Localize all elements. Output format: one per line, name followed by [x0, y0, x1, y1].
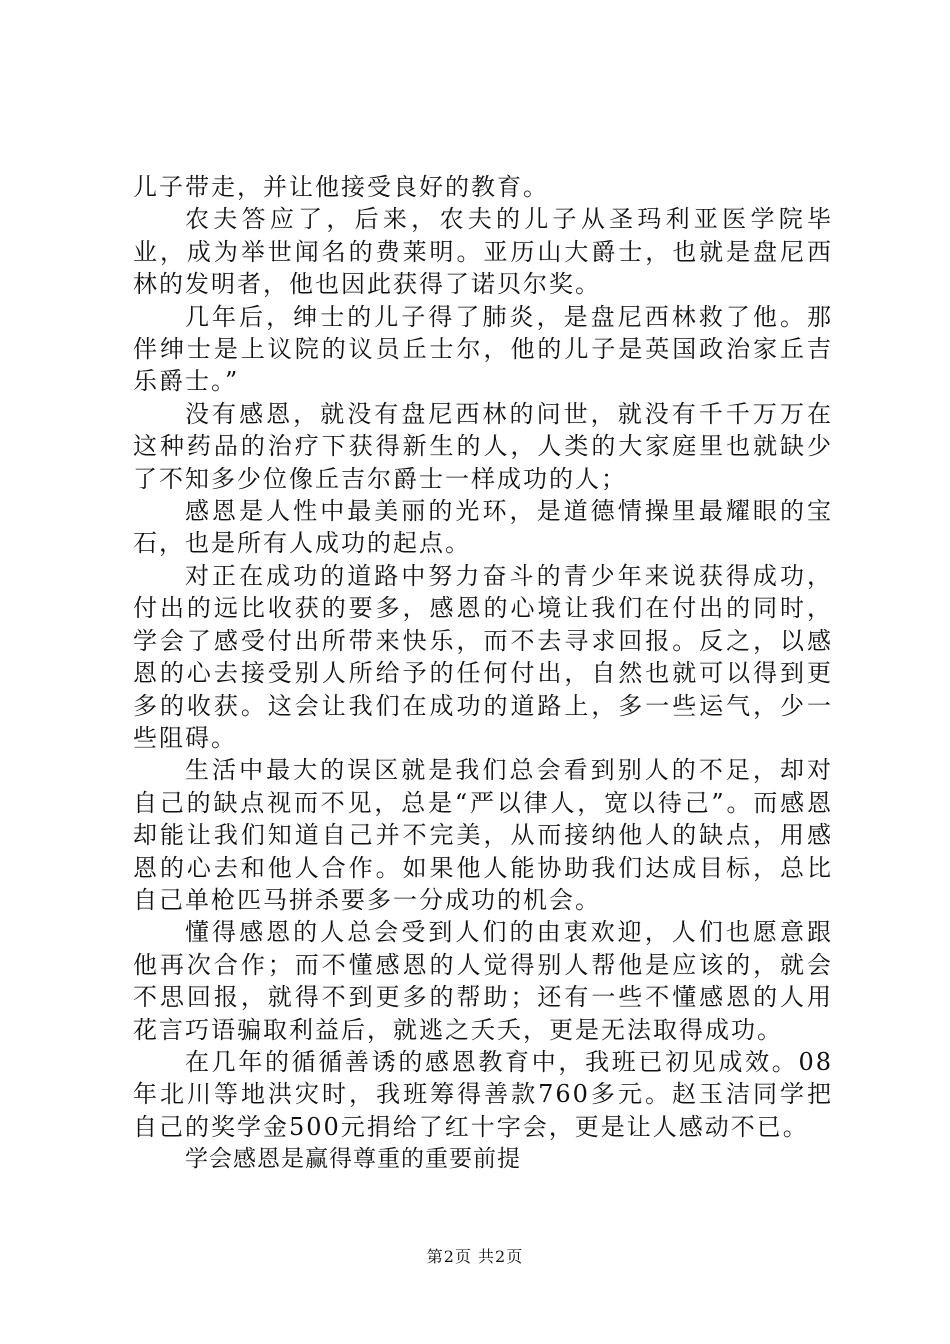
paragraph-no-gratitude: 没有感恩，就没有盘尼西林的问世，就没有千千万万在这种药品的治疗下获得新生的人，人类的大家庭里也就缺少了不知多少位像丘吉尔爵士一样成功的人；	[133, 399, 833, 493]
paragraph-class-results: 在几年的循循善诱的感恩教育中，我班已初见成效。08年北川等地洪灾时，我班筹得善款760多元。赵玉洁同学把自己的奖学金500元捐给了红十字会，更是让人感动不已。	[133, 1047, 833, 1141]
document-body	[133, 171, 833, 1176]
paragraph-farmer-son: 农夫答应了，后来，农夫的儿子从圣玛利亚医学院毕业，成为举世闻名的费莱明。亚历山大爵士，也就是盘尼西林的发明者，他也因此获得了诺贝尔奖。	[133, 205, 833, 299]
section-heading: 学会感恩是赢得尊重的重要前提	[185, 1146, 521, 1173]
page-number-footer: 第2页 共2页	[426, 1247, 524, 1266]
paragraph-life-misconception: 生活中最大的误区就是我们总会看到别人的不足，却对自己的缺点视而不见，总是“严以律人，宽以待己”。而感恩却能让我们知道自己并不完美，从而接纳他人的缺点，用感恩的心去和他人合作。如果他人能协助我们达成目标，总比自己单枪匹马拼杀要多一分成功的机会。	[133, 756, 833, 914]
paragraph-gentleman-son: 几年后，绅士的儿子得了肺炎，是盘尼西林救了他。那伴绅士是上议院的议员丘士尔，他的儿子是英国政治家丘吉乐爵士。”	[133, 302, 833, 396]
paragraph-youth-success: 对正在成功的道路中努力奋斗的青少年来说获得成功，付出的远比收获的要多，感恩的心境让我们在付出的同时，学会了感受付出所带来快乐，而不去寻求回报。反之，以感恩的心去接受别人所给予的任何付出，自然也就可以得到更多的收获。这会让我们在成功的道路上，多一些运气，少一些阻碍。	[133, 561, 833, 752]
paragraph-gratitude-halo: 感恩是人性中最美丽的光环，是道德情操里最耀眼的宝石，也是所有人成功的起点。	[133, 497, 833, 558]
paragraph-welcome: 懂得感恩的人总会受到人们的由衷欢迎，人们也愿意跟他再次合作；而不懂感恩的人觉得别人帮他是应该的，就会不思回报，就得不到更多的帮助；还有一些不懂感恩的人用花言巧语骗取利益后，就逃之夭夭，更是无法取得成功。	[133, 918, 833, 1044]
paragraph-continuation: 儿子带走，并让他接受良好的教育。	[133, 173, 549, 201]
